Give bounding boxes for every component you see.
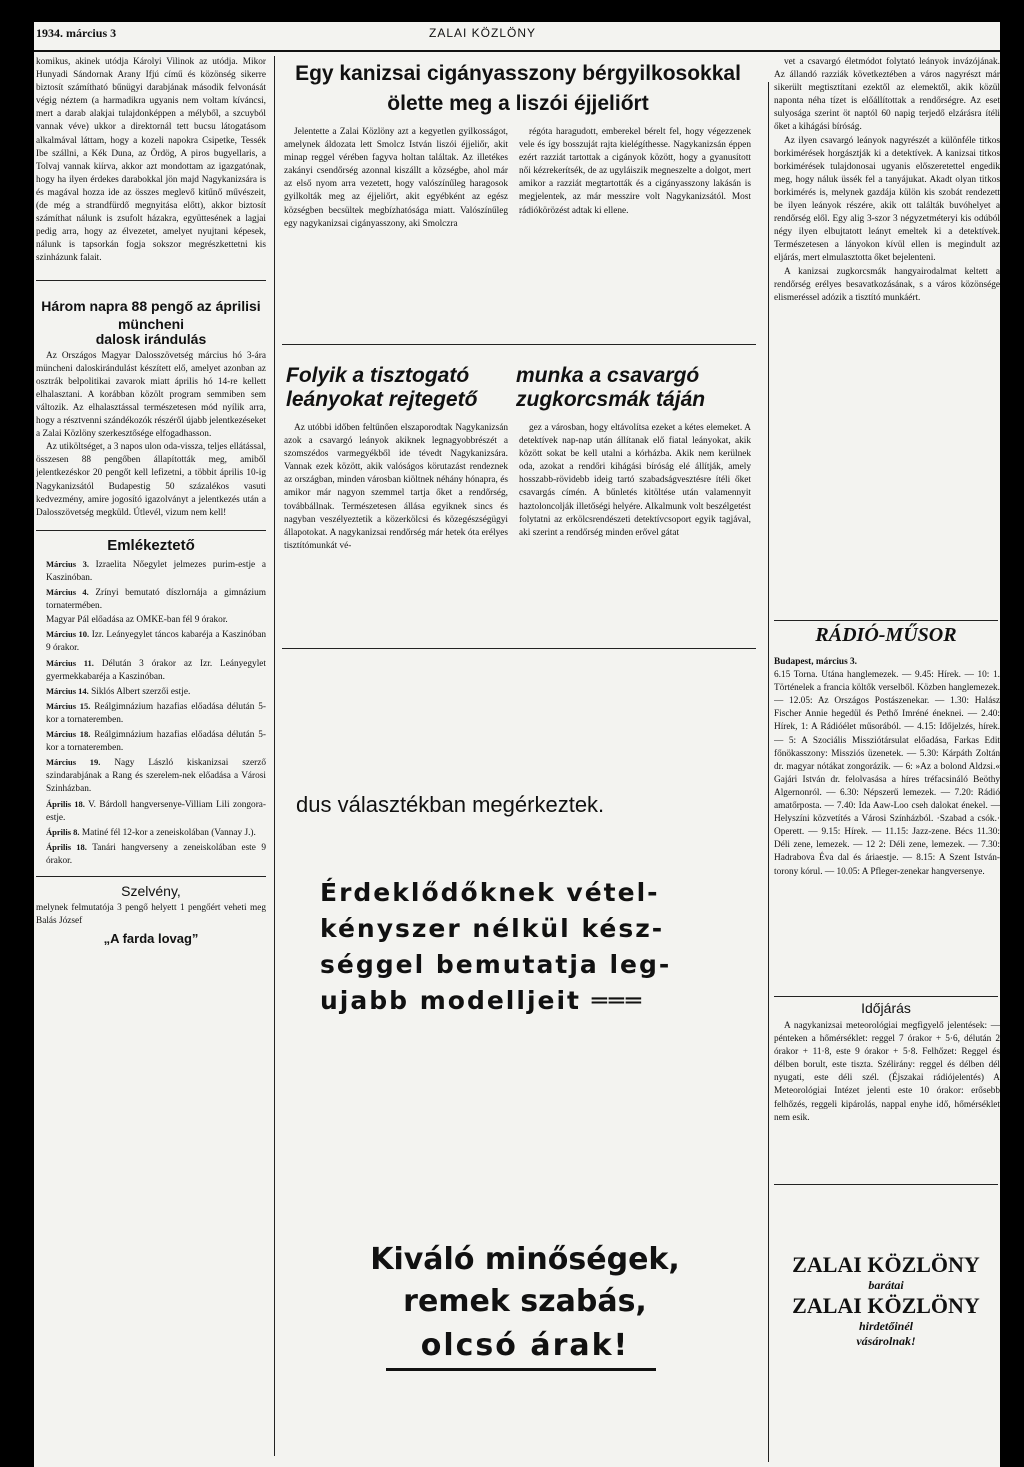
weather-title: Időjárás [861, 1000, 911, 1016]
newspaper-logo [774, 1252, 998, 1349]
divider [774, 996, 998, 997]
column-separator [768, 82, 769, 1462]
list-item: Március 19. Nagy László kiskanizsai szerző szindarabjának a Rang és szerelem-nek előadása a Városi Szinházban. [46, 757, 266, 795]
newspaper-page [34, 22, 1000, 1467]
radio-date: Budapest, március 3. [774, 657, 857, 667]
logo-subtitle: barátai [868, 1278, 904, 1292]
weather-report: A nagykanizsai meteorológiai megfigyelő jelentések: — pénteken a hőmérséklet: reggel 7 órakor + 5·6, délután 2 órakor + 11·8, este 9 órakor + 5·8. Felhőzet: Reggel és délben borult, este tiszta. Szélirány: reggel és délben dél nyugati, este déli szél. (Éjszakai rádiójelentés) A Meteorológiai Intézet jelenti este 10 órakor: erősebb felhőzés, reggeli kipárolás, nappal enyhe idő, hőmérséklet nem esik. [774, 1021, 1000, 1123]
divider [282, 648, 756, 649]
radio-program [774, 656, 1000, 992]
divider [774, 620, 998, 621]
article-continued: komikus, akinek utódja Károlyi Vilinok az utódja. Mikor Hunyadi Sándornak Arany Ifjú című és közönség sikerre biztosít számítható bűnügyi darabjának második felvonását végig néztem (a harmadikra ugyanis nem voltam kíváncsi, mert a darab alakjai tulajdonképpen a mélyből, a szcuyból vannak véve) ukkor a direktornál tett bucsu látogatásom alkalmával láttam, hogy a kozeli napokra Csipetke, Tessék Ibe szállni, a Kék Duna, az Ördög, A piros bugyellaris, a Tolvaj vannak kiírva, akkor azt mondottam az igazgatónak, hogy ha ilyen érdekes darabokkal jön majd Nagykanizsára is és magával hozza ide az összes meglevő kitűnő művészeit, (de még a strandfürdő megnyitása előtt), akkor biztosít számíthat nálunk is zsufolt házakra, együttesének a lagjai pedig arra, hogy az élvezetet, amelyet nyujtani képesek, nálunk is tapsorkán fogja sokszor megrészkettetni kis szinházunk falait. [36, 57, 266, 264]
divider [36, 876, 266, 877]
main-article-col-a [284, 126, 508, 342]
main-article-col-b [519, 126, 751, 342]
divider [36, 530, 266, 531]
article-headline-4: zugkorcsmák táján [516, 388, 706, 411]
list-item: Március 14. Siklós Albert szerzői estje. [46, 685, 191, 697]
list-item: Március 10. Izr. Leányegylet táncos kabaréja a Kaszinóban 9 órakor. [46, 629, 266, 654]
ad-headline: kényszer nélkül kész- [320, 914, 665, 943]
radio-listing: 6.15 Torna. Utána hanglemezek. — 9.45: Hírek. — 10: 1. Történelek a francia költők verselből. Közben hanglemezek. — 12.05: Az Országos Postászenekar. — 1.30: Halász Fischer Annie hegedül és Pethő Imréné éneknei. — 2.40: Hírek, 1: A Rádióélet műsorából. — 4.15: Időjelzés, hírek. — 5: A Szociális Missziótársulat előadása, Farkas Edit főnökasszony: Missziós üzenetek. — 5.30: Kárpáth Zoltán dr. magyar nótákat zongorázik. — 6: »Az a bolond Aldzsi.« Gajári István dr. felolvasása a híres tréfacsináló Beöthy Algernonról. — 6.30: Népszerű lemezek. — 7.20: Rádió amatőrposta. — 7.40: Ida Aaw-Loo cseh dalokat énekel. — Helyszíni közvetítés a Városi Színházból. ·Szabad a csók.· Operett. — 9.15: Hírek. — 11.15: Jazz-zene. Bécs 11.30: Déli zene, lemezek. — 12 2: Déli zene, lemezek. — 7.30: Hadrabova Éva dal és áriaestje. — 8.15: A Szent István-torony kórul. — 10.05: A Pfleger-zenekar hangversenye. [774, 670, 1000, 877]
ad-tagline: dus választékban megérkeztek. [296, 792, 605, 817]
divider [774, 1184, 998, 1185]
weather-text [774, 1020, 1000, 1180]
article-headline: Folyik a tisztogató [286, 364, 470, 387]
article-headline-3: munka a csavargó [516, 364, 700, 387]
divider [36, 280, 266, 281]
logo-title: ZALAI KÖZLÖNY [792, 1252, 980, 1277]
ad-headline: séggel bemutatja leg- [320, 950, 672, 979]
ad-slogan: Kiváló minőségek, [370, 1242, 680, 1277]
header-rule [34, 50, 1000, 52]
ad-slogan: olcsó árak! [420, 1328, 630, 1363]
article-body: vet a csavargó életmódot folytató leányok invázójának. Az állandó razziák következtében a város nagyrészt már sikerült megtisztítani ezektől az elemektől, akik közül naponta néha tízet is előállítottak a rendőrségre. Az eset sulyosága szerint öt naptól 60 napig terjedő elzárásra ítéli őket a kihágási bíróság. [774, 57, 1000, 133]
ad-headline: ujabb modelljeit ═══ [320, 986, 643, 1015]
column-right [774, 56, 1000, 616]
szelveny-title: Szelvény, [121, 882, 181, 899]
ad-headline: Érdeklődőknek vétel- [320, 878, 660, 907]
article-body: régóta haragudott, emberekel bérelt fel, hogy végezzenek vele és így bosszuját rajta kielégíthesse. Nagykanizsán éppen ezért razziát tartottak a cigányok között, hogy a gyanusított női kézrekerítsék, de az ugyláiszik megneszelte a dolgot, mert amikor a razziát megtartották és a cigányasszony lakásán is megjelentek, az már messzire volt Nagykanizsától. Most rádiókörözést adtak ki ellene. [519, 127, 751, 216]
article-subhead: dalosk irándulás [95, 330, 207, 347]
column-separator [274, 56, 275, 1456]
second-article-col-b [519, 422, 751, 642]
list-item: Április 18. Tanári hangverseny a zeneiskolában este 9 órakor. [46, 841, 266, 866]
article-body: gez a városban, hogy eltávolítsa ezeket a kétes elemeket. A detektívek nap-nap után állítanak elő fiatal leányokat, akik között sokat be kell utalni a kórházba. Akik nem kerülnek oda, azokat a rendőri kihágási bíróság elé állítják, amely hosszabb-rövidebb ideig tartó szabadságvesztésre ítéli őket csavargás címén. A bűnletés kitöltése után valamennyit haztoloncolják illetőségi helyére. Alkalmunk volt beszélgetést folytatni az erkölcsrendészeti detektívcsoport egyik tagjával, aki szerint a rendőrség minden erővel gátat [519, 423, 751, 538]
list-item: Magyar Pál előadása az OMKE-ban fél 9 órakor. [46, 615, 228, 626]
ad-underline [386, 1368, 656, 1371]
article-body: Az utiköltséget, a 3 napos ulon oda-vissza, teljes ellátással, összesen 88 pengőben állapították meg, amiből jelentkezéskor 20 pengőt kell lefizetni, a többit április 10-ig Nagykanizsától Budapestig 50 százalékos vasuti kedvezmény, amire jogosító igazolványt a jelentkezés után a Dalosszövetség megküld. Útlevél, vizum nem kell! [36, 442, 266, 518]
masthead: ZALAI KÖZLÖNY [429, 26, 537, 40]
main-headline: Egy kanizsai cigányasszony bérgyilkosokkal [295, 62, 741, 85]
page-date: 1934. március 3 [36, 26, 117, 40]
logo-subtitle-3: vásárolnak! [856, 1334, 916, 1348]
radio-title: RÁDIÓ-MŰSOR [815, 624, 957, 646]
divider [282, 344, 756, 345]
logo-subtitle-2: hirdetőinél [858, 1319, 913, 1333]
article-body: Jelentette a Zalai Közlöny azt a kegyetlen gyilkosságot, amelynek áldozata lett Smolcz István liszói éjjeliőr, akit minap reggel vérében fagyva holtan találtak. Az illetékes zakányi csendőrség azonnal kiszállt a községbe, ahol már az első nyom arra vezetett, hogy valószínűleg haragosok gyilkolták meg az éjjeliőrt, akit egyébként az egész községben becsültek megbízhatósága miatt. Valószínűleg egy nagykanizsai cigányasszony, aki Smolczra [284, 127, 508, 229]
coupon-play-title: „A farda lovag” [103, 931, 199, 947]
reminder-list [36, 558, 266, 868]
article-body: Az Országos Magyar Dalosszövetség március hó 3-ára müncheni daloskirándulást készített elő, amelyet azonban az osztrák belpolitikai zavarok miatt április hó 14-re kellett elhalasztani. A korábban közölt program semmiben sem változik. Az elhalasztással természetesen mód nyílik arra, hogy a résztvenni szándékozók részéről újabb jelentkezéseket a Zalai Közlöny szerkesztősége elfogadhasson. [36, 350, 266, 440]
list-item: Március 3. Izraelita Nőegylet jelmezes purim-estje a Kaszinóban. [46, 558, 266, 583]
article-headline-2: leányokat rejtegető [286, 388, 478, 411]
logo-title-2: ZALAI KÖZLÖNY [792, 1293, 980, 1318]
ad-slogan: remek szabás, [403, 1284, 647, 1319]
coupon-text: melynek felmutatója 3 pengő helyett 1 pengőért veheti meg Balás József [36, 903, 266, 927]
emlekezteto-title: Emlékeztető [107, 536, 195, 554]
list-item: Április 8. Matiné fél 12-kor a zeneiskolában (Vannay J.). [46, 826, 256, 838]
article-body: Az ilyen csavargó leányok nagyrészét a különféle titkos borkimérések horgásztják ki a detektívek. A kanizsai titkos borkimérések tulajdonosai ugyanis előszeretettel engedik meg, hogy náluk üssék fel a tanyájukat. Akadt olyan titkos borkimérés is, melynek gazdája külön kis szobát rendezett be ilyen leányok részére, akik ott találták buvóhelyet a rendőrség elől. Egy alig 3-szor 3 négyzetméteryi kis odúból négy ilyen elbujtatott leányt emeltek ki a detektívek. Természetesen a lányokon kívül ellen is megindult az eljárás, mert elmulasztotta őket bejelenteni. [774, 135, 1000, 264]
list-item: Április 18. V. Bárdoll hangversenye-Villiam Lili zongora-estje. [46, 798, 266, 823]
main-headline-2: ölette meg a liszói éjjeliőrt [387, 92, 649, 115]
second-article-col-a [284, 422, 508, 642]
list-item: Március 11. Délután 3 órakor az Izr. Leányegylet gyermekkabaréja a Kaszinóban. [46, 657, 266, 682]
list-item: Március 15. Reálgimnázium hazafias előadása délután 5-kor a tornateremben. [46, 700, 266, 725]
article-headline: Három napra 88 pengő az áprilisi müncheni [41, 297, 261, 332]
article-body: Az utóbbi időben feltűnően elszaporodtak Nagykanizsán azok a csavargó leányok akiknek legnagyobbrészét a szomszédos varmegyékből ide tévedt Nagykanizsára. Vannak ezek között, akik valóságos körutazást rendeznek az országban, minden városban kiöltnek néhány hónapra, és amikor már nagyon szemmel tartja őket a rendőrség, továbbállnak. Természetesen állása egyiknek sincs és nagyban veszélyeztetik a közerkölcsi és közegészségügyi állapotokat. A nagykanizsai rendőrség már hetek óta erélyes tisztítómunkát vé- [284, 423, 508, 551]
column-left [36, 56, 266, 1446]
article-body: A kanizsai zugkorcsmák hangyairodalmat keltett a rendőrség erélyes besavatkozásának, s a város közönsége elismeréssel adózik a tisztító munkáért. [774, 266, 1000, 303]
list-item: Március 18. Reálgimnázium hazafias előadása délután 5-kor a tornateremben. [46, 729, 266, 754]
list-item: Március 4. Zrínyi bemutató díszlornája a gimnázium tornatermében. [46, 587, 266, 612]
